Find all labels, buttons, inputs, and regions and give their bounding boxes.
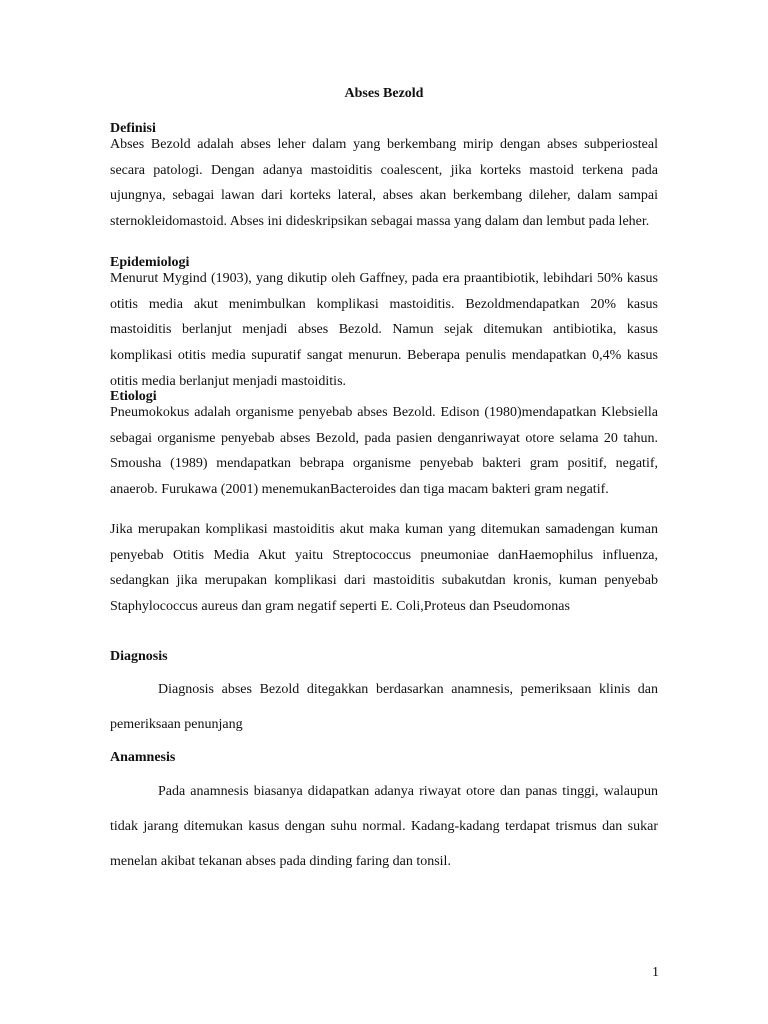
paragraph-epidemiologi: Menurut Mygind (1903), yang dikutip oleh Gaffney, pada era praantibiotik, lebihdari 50% kasus otitis media akut menimbulkan komplikasi mastoiditis. Bezoldmendapatkan 20% kasus mastoiditis berlanjut menjadi abses Bezold. Namun sejak ditemukan antibiotika, kasus komplikasi otitis media supuratif sangat menurun. Beberapa penulis mendapatkan 0,4% kasus otitis media berlanjut menjadi mastoiditis. <box>110 271 658 389</box>
section-heading-epidemiologi: Epidemiologi <box>110 255 190 270</box>
paragraph-diagnosis: Diagnosis abses Bezold ditegakkan berdasarkan anamnesis, pemeriksaan klinis dan pemeriksaan penunjang <box>110 682 658 732</box>
section-heading-diagnosis: Diagnosis <box>110 649 168 664</box>
paragraph-etiologi-1: Pneumokokus adalah organisme penyebab abses Bezold. Edison (1980)mendapatkan Klebsiella sebagai organisme penyebab abses Bezold, pada pasien denganriwayat otore selama 20 tahun. Smousha (1989) mendapatkan bebrapa organisme penyebab bakteri gram positif, negatif, anaerob. Furukawa (2001) menemukanBacteroides dan tiga macam bakteri gram negatif. <box>110 405 658 498</box>
paragraph-etiologi-2: Jika merupakan komplikasi mastoiditis akut maka kuman yang ditemukan samadengan kuman penyebab Otitis Media Akut yaitu Streptococcus pneumoniae danHaemophilus influenza, sedangkan jika merupakan komplikasi dari mastoiditis subakutdan kronis, kuman penyebab Staphylococcus aureus dan gram negatif seperti E. Coli,Proteus dan Pseudomonas <box>110 522 658 615</box>
section-heading-definisi: Definisi <box>110 121 156 136</box>
paragraph-definisi: Abses Bezold adalah abses leher dalam yang berkembang mirip dengan abses subperiosteal secara patologi. Dengan adanya mastoiditis coalescent, jika korteks mastoid terkena pada ujungnya, sebagai lawan dari korteks lateral, abses akan berkembang dileher, dalam sampai sternokleidomastoid. Abses ini dideskripsikan sebagai massa yang dalam dan lembut pada leher. <box>110 137 658 230</box>
section-heading-anamnesis: Anamnesis <box>110 750 176 765</box>
document-title: Abses Bezold <box>344 86 424 101</box>
page-number: 1 <box>652 965 659 980</box>
paragraph-anamnesis: Pada anamnesis biasanya didapatkan adanya riwayat otore dan panas tinggi, walaupun tidak jarang ditemukan kasus dengan suhu normal. Kadang-kadang terdapat trismus dan sukar menelan akibat tekanan abses pada dinding faring dan tonsil. <box>110 784 658 869</box>
section-heading-etiologi: Etiologi <box>110 389 157 404</box>
